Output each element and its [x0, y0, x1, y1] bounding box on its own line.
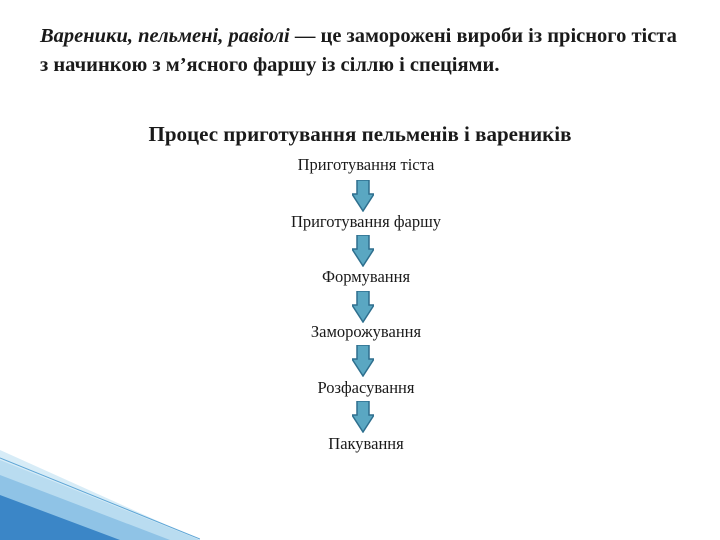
process-title: Процес приготування пельменів і вареників	[148, 122, 572, 146]
step-dough: Приготування тіста	[297, 155, 435, 174]
step-filling: Приготування фаршу	[290, 212, 442, 231]
step-packaging: Пакування	[328, 434, 404, 453]
intro-paragraph	[40, 22, 680, 80]
down-arrow-icon	[352, 401, 374, 433]
step-forming: Формування	[321, 267, 411, 286]
intro-text: — це заморожені вироби із прісного тіста з начинкою з м’ясного фаршу із сіллю і спеціями.	[40, 25, 677, 76]
down-arrow-icon	[352, 180, 374, 212]
corner-decoration	[0, 450, 200, 540]
step-freezing: Заморожування	[310, 322, 422, 341]
down-arrow-icon	[352, 291, 374, 323]
step-portioning: Розфасування	[317, 378, 415, 397]
intro-emphasis: Вареники, пельмені, равіолі	[40, 25, 290, 47]
down-arrow-icon	[352, 345, 374, 377]
down-arrow-icon	[352, 235, 374, 267]
